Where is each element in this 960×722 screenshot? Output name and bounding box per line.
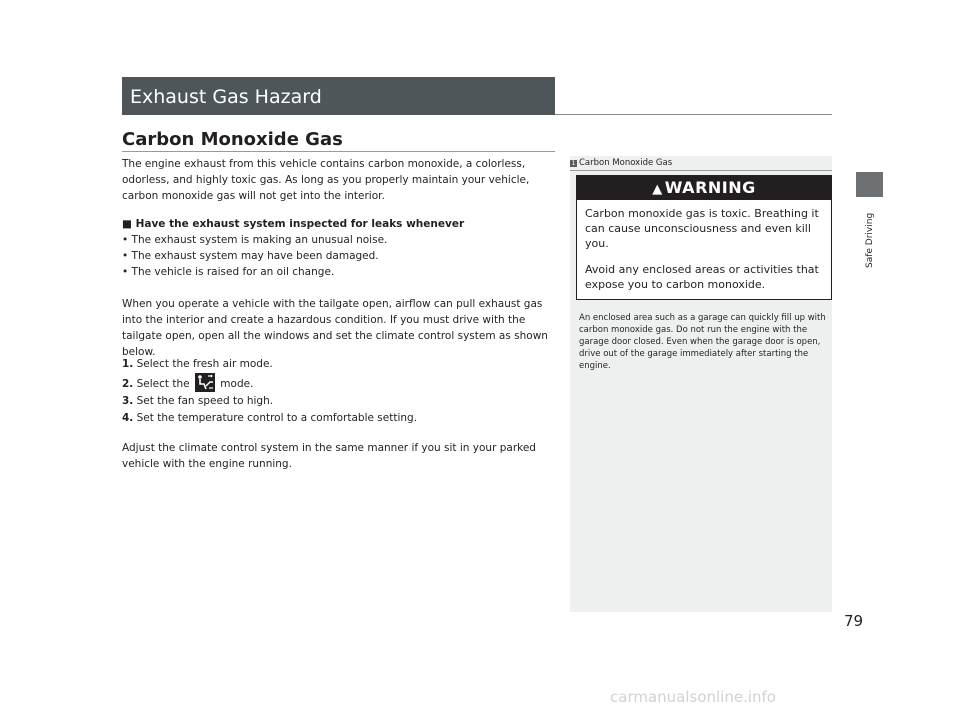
step-text: mode. [220,378,254,390]
step-number: 2. [122,378,134,390]
banner-rule [555,114,832,115]
adjust-paragraph: Adjust the climate control system in the same manner if you sit in your parked vehicle with the engine running. [122,442,536,470]
chapter-label-text: Safe Driving [865,212,875,268]
bullet-item: • The vehicle is raised for an oil change. [122,266,335,278]
side-notes-rule [570,170,832,171]
inspect-bullet-list [122,232,554,280]
step-text: Set the temperature control to a comfortable setting. [136,412,418,424]
section-title: Exhaust Gas Hazard [130,86,322,108]
watermark[interactable]: carmanualsonline.info [610,688,776,706]
step-item [122,373,554,392]
chapter-label [856,208,883,278]
square-marker-icon: ■ [122,218,132,230]
section-banner [122,77,555,115]
floor-defrost-mode-icon [195,373,215,392]
page-number: 79 [844,612,864,630]
step-item [122,393,554,409]
step-number: 3. [122,395,134,407]
warning-triangle-icon: ▲ [652,182,663,197]
step-text: Select the [136,378,190,390]
bullet-item: • The exhaust system is making an unusual noise. [122,234,388,246]
side-note-text: An enclosed area such as a garage can quickly fill up with carbon monoxide gas. Do not run the engine with the garage door closed. Even when the garage door is open, drive out of the garage immediately after starting the engine. [579,313,826,371]
warning-text: Carbon monoxide gas is toxic. Breathing it can cause unconsciousness and even kill you. [585,207,819,250]
warning-text: Avoid any enclosed areas or activities that expose you to carbon monoxide. [585,263,819,291]
tailgate-paragraph: When you operate a vehicle with the tailgate open, airflow can pull exhaust gas into the interior and create a hazardous condition. If you must drive with the tailgate open, open all the windows and set the climate control system as shown below. [122,298,548,358]
warning-header [577,176,831,200]
chapter-tab[interactable] [856,172,883,197]
step-text: Set the fan speed to high. [136,395,274,407]
step-text: Select the fresh air mode. [136,358,273,370]
heading-rule [122,151,555,152]
reference-marker-icon: 1 [571,160,576,167]
side-notes-title[interactable] [570,158,672,168]
step-item [122,356,554,372]
inspect-heading-text: Have the exhaust system inspected for leaks whenever [135,218,465,230]
intro-paragraph: The engine exhaust from this vehicle contains carbon monoxide, a colorless, odorless, and highly toxic gas. As long as you properly maintain your vehicle, carbon monoxide gas will not get into the interior. [122,158,530,202]
inspect-heading [122,216,554,232]
warning-box [576,175,832,300]
step-item [122,410,554,426]
page-heading: Carbon Monoxide Gas [122,129,343,150]
step-number: 4. [122,412,134,424]
warning-label: WARNING [664,178,756,197]
side-notes-title-text: Carbon Monoxide Gas [579,158,673,168]
step-number: 1. [122,358,134,370]
step-list [122,356,554,427]
bullet-item: • The exhaust system may have been damaged. [122,250,379,262]
